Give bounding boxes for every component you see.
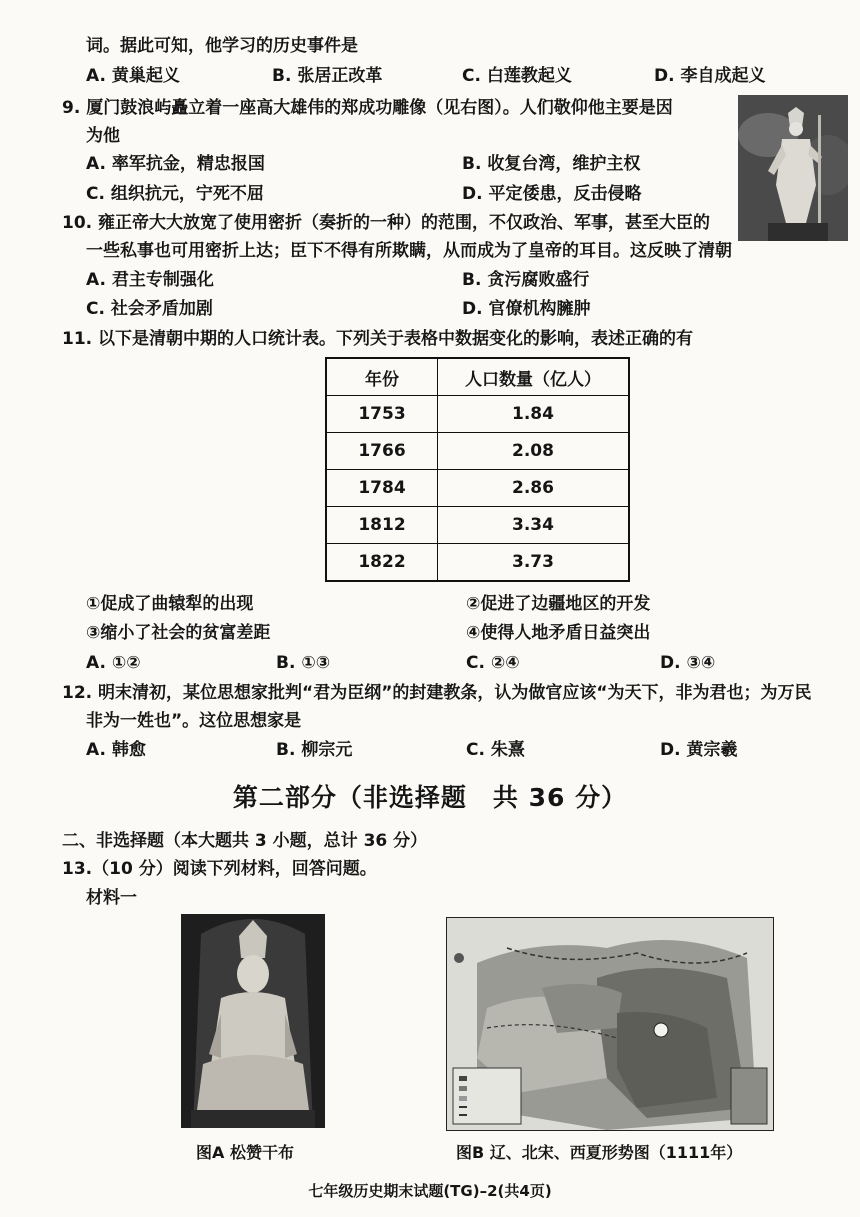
q11-option-d: D. ③④ bbox=[660, 653, 716, 673]
part2-heading: 二、非选择题（本大题共 3 小题，总计 36 分） bbox=[62, 831, 428, 851]
figure-b-map bbox=[446, 917, 774, 1131]
part2-title: 第二部分（非选择题 共 36 分） bbox=[232, 783, 628, 812]
statue-photo bbox=[738, 95, 848, 241]
q8-option-d: D. 李自成起义 bbox=[654, 66, 766, 86]
table-cell-year: 1753 bbox=[326, 396, 438, 433]
q11-statement-3: ③缩小了社会的贫富差距 bbox=[86, 623, 271, 643]
q10-option-d: D. 官僚机构臃肿 bbox=[462, 299, 591, 319]
table-row bbox=[326, 396, 629, 433]
page-footer: 七年级历史期末试题(TG)–2(共4页) bbox=[308, 1182, 552, 1200]
q8-stem-tail: 词。据此可知，他学习的历史事件是 bbox=[86, 36, 358, 56]
historical-map-illustration bbox=[447, 918, 773, 1130]
q11-option-a: A. ①② bbox=[86, 653, 141, 673]
figure-a-photo bbox=[181, 914, 325, 1128]
table-cell-population: 2.08 bbox=[438, 433, 630, 470]
figure-a-caption: 图A 松赞干布 bbox=[196, 1143, 294, 1162]
q11-stem: 11. 以下是清朝中期的人口统计表。下列关于表格中数据变化的影响，表述正确的有 bbox=[62, 329, 694, 349]
q9-option-d: D. 平定倭患，反击侵略 bbox=[462, 184, 642, 204]
table-cell-population: 2.86 bbox=[438, 470, 630, 507]
table-row bbox=[326, 470, 629, 507]
q11-option-c: C. ②④ bbox=[466, 653, 520, 673]
q8-option-a: A. 黄巢起义 bbox=[86, 66, 180, 86]
songtsen-gampo-illustration bbox=[181, 914, 325, 1128]
q9-option-b: B. 收复台湾，维护主权 bbox=[462, 154, 641, 174]
q12-option-d: D. 黄宗羲 bbox=[660, 740, 738, 760]
q11-statement-2: ②促进了边疆地区的开发 bbox=[466, 594, 651, 614]
q9-stem-line1: 9. 厦门鼓浪屿矗立着一座高大雄伟的郑成功雕像（见右图）。人们敬仰他主要是因 bbox=[62, 98, 673, 118]
q9-stem-line2: 为他 bbox=[86, 126, 120, 146]
q10-stem-line1: 10. 雍正帝大大放宽了使用密折（奏折的一种）的范围，不仅政治、军事，甚至大臣的 bbox=[62, 213, 711, 233]
table-cell-year: 1822 bbox=[326, 544, 438, 582]
table-cell-year: 1766 bbox=[326, 433, 438, 470]
table-row bbox=[326, 433, 629, 470]
q12-option-b: B. 柳宗元 bbox=[276, 740, 353, 760]
q10-stem-line2: 一些私事也可用密折上达；臣下不得有所欺瞒，从而成为了皇帝的耳目。这反映了清朝 bbox=[86, 241, 732, 261]
q10-option-c: C. 社会矛盾加剧 bbox=[86, 299, 213, 319]
table-header-row bbox=[326, 358, 629, 396]
q10-option-b: B. 贪污腐败盛行 bbox=[462, 270, 590, 290]
q13-stem: 13.（10 分）阅读下列材料，回答问题。 bbox=[62, 859, 377, 879]
table-header-population: 人口数量（亿人） bbox=[438, 358, 630, 396]
q9-option-a: A. 率军抗金，精忠报国 bbox=[86, 154, 265, 174]
q11-option-b: B. ①③ bbox=[276, 653, 331, 673]
table-cell-population: 3.34 bbox=[438, 507, 630, 544]
figure-b-caption: 图B 辽、北宋、西夏形势图（1111年） bbox=[456, 1143, 743, 1162]
table-cell-population: 1.84 bbox=[438, 396, 630, 433]
q8-option-c: C. 白莲教起义 bbox=[462, 66, 572, 86]
table-header-year: 年份 bbox=[326, 358, 438, 396]
table-cell-year: 1784 bbox=[326, 470, 438, 507]
q9-option-c: C. 组织抗元，宁死不屈 bbox=[86, 184, 264, 204]
table-row bbox=[326, 544, 629, 582]
q12-stem-line2: 非为一姓也”。这位思想家是 bbox=[86, 711, 302, 731]
q8-option-b: B. 张居正改革 bbox=[272, 66, 383, 86]
q12-option-a: A. 韩愈 bbox=[86, 740, 146, 760]
population-table bbox=[325, 357, 630, 582]
q12-stem-line1: 12. 明末清初，某位思想家批判“君为臣纲”的封建教条，认为做官应该“为天下，非为君也；为万民 bbox=[62, 683, 812, 703]
table-cell-population: 3.73 bbox=[438, 544, 630, 582]
statue-illustration bbox=[738, 95, 848, 241]
table-row bbox=[326, 507, 629, 544]
q13-material-label: 材料一 bbox=[86, 888, 137, 908]
table-cell-year: 1812 bbox=[326, 507, 438, 544]
q11-statement-1: ①促成了曲辕犁的出现 bbox=[86, 594, 254, 614]
q10-option-a: A. 君主专制强化 bbox=[86, 270, 214, 290]
q11-statement-4: ④使得人地矛盾日益突出 bbox=[466, 623, 651, 643]
q12-option-c: C. 朱熹 bbox=[466, 740, 525, 760]
